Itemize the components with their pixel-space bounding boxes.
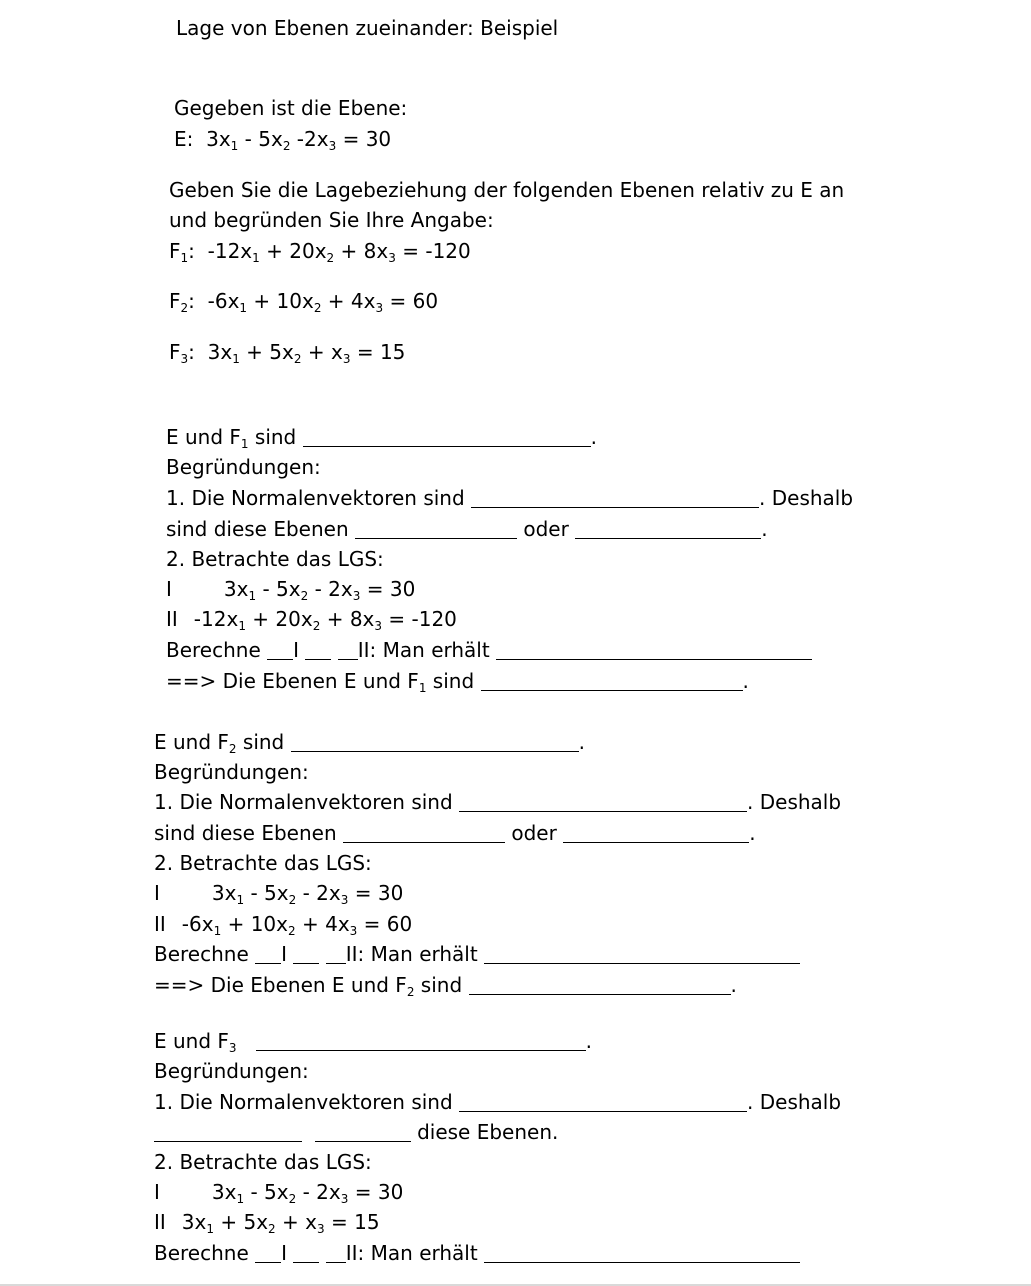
answer-blank[interactable] <box>471 487 759 508</box>
answer-blank[interactable] <box>469 974 731 995</box>
answer-blank[interactable] <box>267 639 293 660</box>
lgs-row-2: II $3x_1 + 5x_2 + x_3 = 15$ <box>154 1210 380 1236</box>
lgs-row-1: I $3x_1 - 5x_2 - 2x_3 = 30$ <box>154 1180 404 1206</box>
compute-line: Berechne I II: Man erhält <box>154 939 800 969</box>
planes-are-line: sind diese Ebenen oder . <box>166 517 768 541</box>
task-line-1: Geben Sie die Lagebeziehung der folgenden Ebenen relativ zu E an <box>169 178 845 202</box>
answer-blank[interactable] <box>255 943 281 964</box>
answer-blank[interactable] <box>256 1030 586 1051</box>
answer-blank[interactable] <box>154 1121 302 1142</box>
reasons-label: Begründungen: <box>154 1059 309 1083</box>
answer-blank[interactable] <box>459 791 747 812</box>
normals-line: 1. Die Normalenvektoren sind . Deshalb <box>154 1090 842 1114</box>
equation-f2: $F_2$: $-6x_1 + 10x_2 + 4x_3 = 60$ <box>169 289 439 315</box>
reasons-label: Begründungen: <box>166 455 321 479</box>
lgs-row-1: I $3x_1 - 5x_2 - 2x_3 = 30$ <box>166 577 416 603</box>
compute-line: Berechne I II: Man erhält <box>166 635 812 665</box>
planes-are-line: sind diese Ebenen oder . <box>154 821 756 845</box>
lgs-row-1: I $3x_1 - 5x_2 - 2x_3 = 30$ <box>154 881 404 907</box>
normals-line: 1. Die Normalenvektoren sind . Deshalb <box>166 486 854 510</box>
answer-blank[interactable] <box>484 1242 800 1263</box>
answer-blank[interactable] <box>575 518 761 539</box>
answer-blank[interactable] <box>255 1242 281 1263</box>
answer-blank[interactable] <box>293 1242 319 1263</box>
section-f2-heading: E und $F_2$ sind . <box>154 730 585 756</box>
answer-blank[interactable] <box>305 639 331 660</box>
section-f1-heading: E und $F_1$ sind . <box>166 425 597 451</box>
conclusion-line: ==> Die Ebenen E und $F_1$ sind . <box>166 669 749 695</box>
answer-blank[interactable] <box>484 943 800 964</box>
answer-blank[interactable] <box>481 670 743 691</box>
page-title: Lage von Ebenen zueinander: Beispiel <box>176 16 559 40</box>
equation-f1: $F_1$: $-12x_1 + 20x_2 + 8x_3 = -120$ <box>169 239 471 265</box>
answer-blank[interactable] <box>303 426 591 447</box>
answer-blank[interactable] <box>326 943 346 964</box>
answer-blank[interactable] <box>355 518 517 539</box>
consider-label: 2. Betrachte das LGS: <box>166 547 384 571</box>
task-line-2: und begründen Sie Ihre Angabe: <box>169 208 494 232</box>
answer-blank[interactable] <box>338 639 358 660</box>
planes-are-line: diese Ebenen. <box>154 1117 558 1147</box>
answer-blank[interactable] <box>343 822 505 843</box>
lgs-row-2: II $-6x_1 + 10x_2 + 4x_3 = 60$ <box>154 912 413 938</box>
consider-label: 2. Betrachte das LGS: <box>154 1150 372 1174</box>
answer-blank[interactable] <box>326 1242 346 1263</box>
answer-blank[interactable] <box>291 731 579 752</box>
answer-blank[interactable] <box>563 822 749 843</box>
section-f3-heading: E und $F_3$ . <box>154 1029 592 1055</box>
equation-e: E: $3x_1 - 5x_2$ $-2x_3 = 30$ <box>174 127 392 153</box>
normals-line: 1. Die Normalenvektoren sind . Deshalb <box>154 790 842 814</box>
compute-line: Berechne I II: Man erhält <box>154 1238 800 1268</box>
reasons-label: Begründungen: <box>154 760 309 784</box>
answer-blank[interactable] <box>459 1091 747 1112</box>
equation-f3: $F_3$: $3x_1 + 5x_2 + x_3 = 15$ <box>169 340 406 366</box>
answer-blank[interactable] <box>496 639 812 660</box>
given-label: Gegeben ist die Ebene: <box>174 96 408 120</box>
conclusion-line: ==> Die Ebenen E und $F_2$ sind . <box>154 973 737 999</box>
answer-blank[interactable] <box>315 1121 411 1142</box>
consider-label: 2. Betrachte das LGS: <box>154 851 372 875</box>
lgs-row-2: II $-12x_1 + 20x_2 + 8x_3 = -120$ <box>166 607 457 633</box>
answer-blank[interactable] <box>293 943 319 964</box>
